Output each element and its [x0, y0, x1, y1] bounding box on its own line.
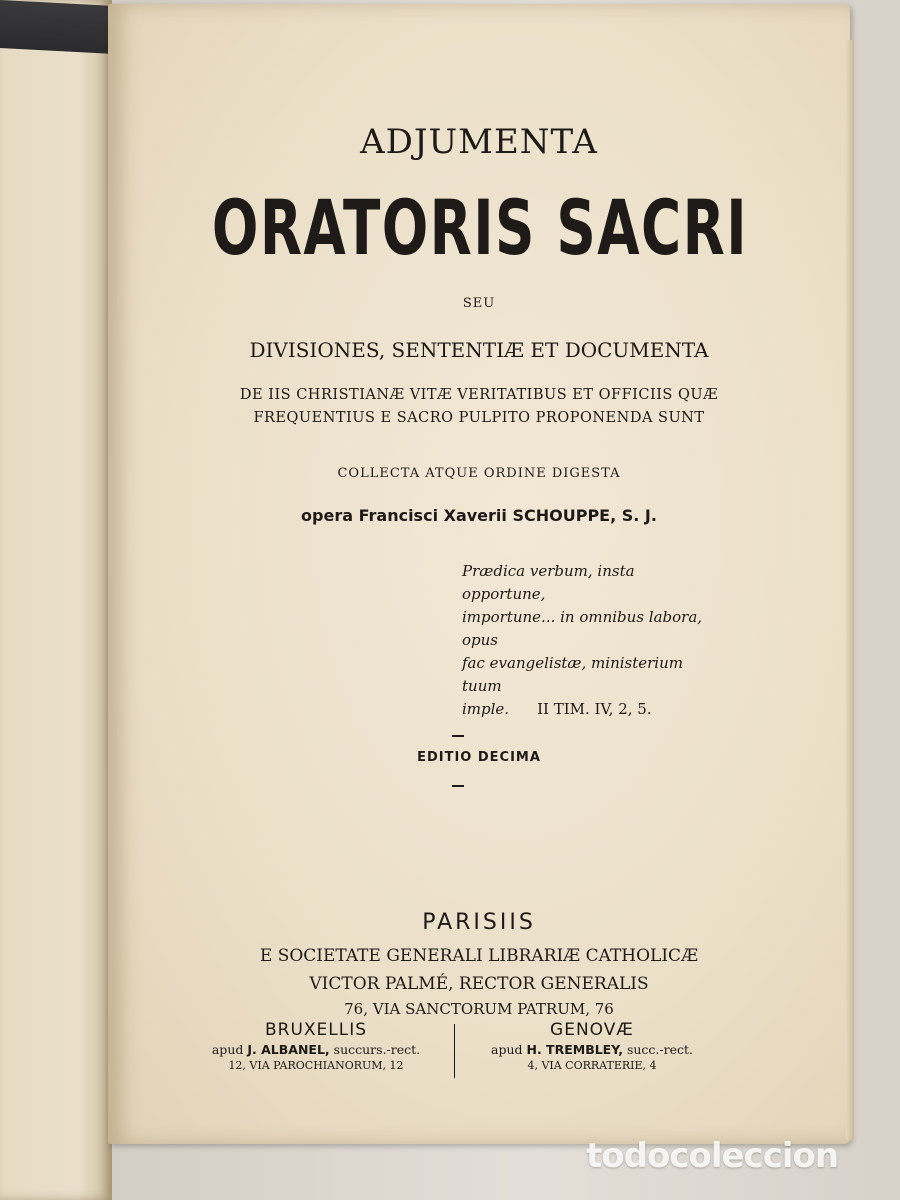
- bruxellis-agent: [186, 1042, 446, 1057]
- publisher-address: 76, VIA SANCTORUM PATRUM, 76: [344, 1000, 614, 1018]
- imprint-genovae: [462, 1020, 722, 1072]
- quote-line-1: Prædica verbum, insta opportune,: [462, 562, 635, 603]
- edition-line: EDITIO DECIMA: [417, 750, 541, 765]
- genovae-city: GENOVÆ: [550, 1020, 634, 1040]
- quote-line-2: importune... in omnibus labora, opus: [462, 608, 703, 649]
- bruxellis-apud: apud: [211, 1042, 244, 1057]
- divider-bottom: [452, 785, 464, 787]
- bruxellis-city: BRUXELLIS: [264, 1020, 368, 1040]
- imprint-bruxellis: [186, 1020, 446, 1072]
- genovae-apud: apud: [491, 1042, 523, 1057]
- subtitle-description: [108, 384, 850, 430]
- bruxellis-address: 12, VIA PAROCHIANORUM, 12: [228, 1059, 404, 1072]
- author-line: opera Francisci Xaverii SCHOUPPE, S. J.: [301, 506, 657, 525]
- publisher-line-2: VICTOR PALMÉ, RECTOR GENERALIS: [309, 974, 649, 994]
- quote-reference: II TIM. IV, 2, 5.: [537, 700, 652, 718]
- bruxellis-agent-name: J. ALBANEL,: [247, 1042, 330, 1057]
- bruxellis-agent-role: succurs.-rect.: [333, 1042, 421, 1057]
- left-page: [0, 0, 112, 1200]
- collecta-line: COLLECTA ATQUE ORDINE DIGESTA: [337, 466, 621, 481]
- imprint-city: PARISIIS: [422, 910, 536, 935]
- epigraph-quote: [462, 560, 722, 721]
- genovae-agent-role: succ.-rect.: [626, 1042, 693, 1057]
- title-seu: SEU: [462, 296, 496, 311]
- book-cover-edge: [0, 0, 110, 54]
- imprint-separator: [454, 1024, 455, 1078]
- genovae-agent-name: H. TREMBLEY,: [526, 1042, 623, 1057]
- publisher-line-1: E SOCIETATE GENERALI LIBRARIÆ CATHOLICÆ: [259, 946, 699, 966]
- title-line-1: ADJUMENTA: [360, 122, 598, 162]
- quote-line-4: imple.: [462, 700, 510, 718]
- subtitle-description-line-1: DE IIS CHRISTIANÆ VITÆ VERITATIBUS ET OFFICIIS QUÆ: [239, 387, 719, 403]
- divider-top: [452, 735, 464, 737]
- main-title: ORATORIS SACRI: [211, 183, 749, 272]
- subtitle-description-line-2: FREQUENTIUS E SACRO PULPITO PROPONENDA SUNT: [253, 410, 705, 426]
- quote-line-3: fac evangelistæ, ministerium tuum: [462, 654, 683, 695]
- subtitle: DIVISIONES, SENTENTIÆ ET DOCUMENTA: [249, 338, 709, 362]
- genovae-address: 4, VIA CORRATERIE, 4: [527, 1059, 657, 1072]
- watermark-logo: todocoleccion: [586, 1136, 839, 1176]
- genovae-agent: [462, 1042, 722, 1057]
